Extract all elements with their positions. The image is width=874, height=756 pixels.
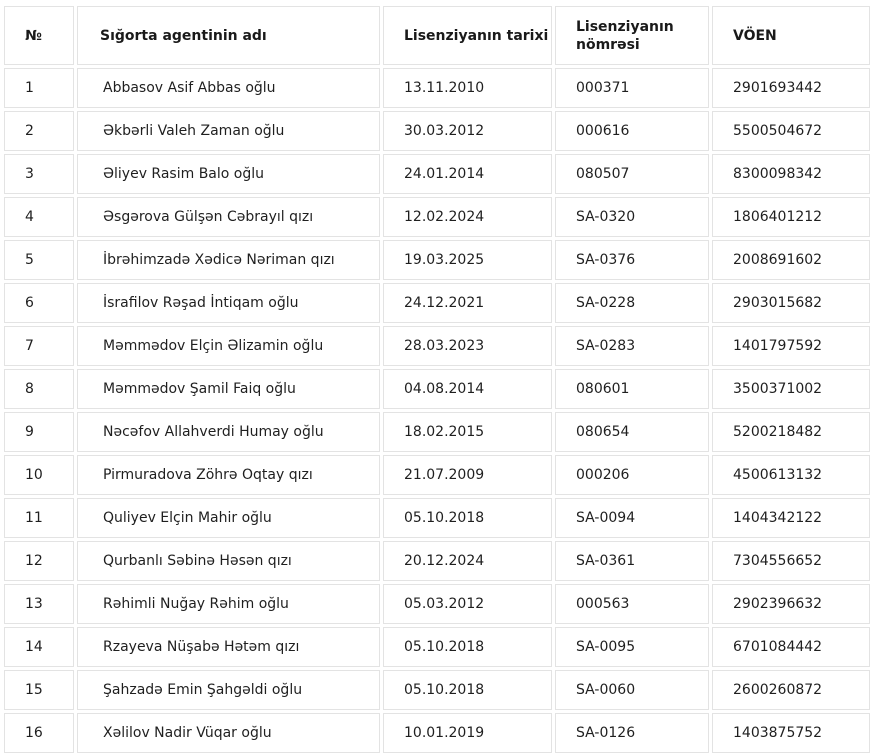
cell-number: 11 [4,498,74,538]
table-row [4,283,870,323]
cell-license-number: SA-0376 [555,240,709,280]
cell-number: 8 [4,369,74,409]
cell-number: 5 [4,240,74,280]
header-voen: VÖEN [712,6,870,65]
table-header [4,6,870,65]
cell-voen: 1401797592 [712,326,870,366]
table-row [4,670,870,710]
cell-license-number: SA-0126 [555,713,709,753]
table-row [4,713,870,753]
cell-license-date: 30.03.2012 [383,111,552,151]
cell-license-number: SA-0320 [555,197,709,237]
table-row [4,68,870,108]
cell-agent-name: Məmmədov Şamil Faiq oğlu [77,369,380,409]
cell-agent-name: Quliyev Elçin Mahir oğlu [77,498,380,538]
cell-license-number: SA-0283 [555,326,709,366]
cell-agent-name: Pirmuradova Zöhrə Oqtay qızı [77,455,380,495]
cell-voen: 2903015682 [712,283,870,323]
cell-number: 10 [4,455,74,495]
cell-number: 7 [4,326,74,366]
header-agent-name: Sığorta agentinin adı [77,6,380,65]
table-row [4,627,870,667]
table-body [4,68,870,753]
cell-license-date: 13.11.2010 [383,68,552,108]
cell-agent-name: Qurbanlı Səbinə Həsən qızı [77,541,380,581]
cell-license-number: 000563 [555,584,709,624]
cell-license-date: 05.10.2018 [383,498,552,538]
cell-license-date: 04.08.2014 [383,369,552,409]
cell-agent-name: Rzayeva Nüşabə Hətəm qızı [77,627,380,667]
cell-agent-name: Abbasov Asif Abbas oğlu [77,68,380,108]
cell-license-date: 20.12.2024 [383,541,552,581]
table-row [4,369,870,409]
cell-license-date: 28.03.2023 [383,326,552,366]
cell-agent-name: Əsgərova Gülşən Cəbrayıl qızı [77,197,380,237]
cell-license-date: 12.02.2024 [383,197,552,237]
cell-number: 14 [4,627,74,667]
cell-license-number: 080507 [555,154,709,194]
cell-license-number: SA-0228 [555,283,709,323]
cell-number: 12 [4,541,74,581]
cell-license-date: 24.12.2021 [383,283,552,323]
cell-voen: 3500371002 [712,369,870,409]
cell-agent-name: Şahzadə Emin Şahgəldi oğlu [77,670,380,710]
table-row [4,412,870,452]
cell-number: 15 [4,670,74,710]
cell-license-date: 19.03.2025 [383,240,552,280]
cell-license-number: SA-0095 [555,627,709,667]
cell-number: 3 [4,154,74,194]
cell-license-date: 10.01.2019 [383,713,552,753]
cell-voen: 2008691602 [712,240,870,280]
cell-agent-name: İbrəhimzadə Xədicə Nəriman qızı [77,240,380,280]
cell-license-number: 080654 [555,412,709,452]
cell-license-number: SA-0094 [555,498,709,538]
cell-number: 16 [4,713,74,753]
cell-voen: 2901693442 [712,68,870,108]
header-license-date: Lisenziyanın tarixi [383,6,552,65]
cell-number: 1 [4,68,74,108]
cell-voen: 2902396632 [712,584,870,624]
cell-voen: 5500504672 [712,111,870,151]
cell-voen: 1404342122 [712,498,870,538]
cell-number: 9 [4,412,74,452]
header-number: № [4,6,74,65]
cell-voen: 8300098342 [712,154,870,194]
table-row [4,541,870,581]
table-row [4,197,870,237]
cell-agent-name: Əkbərli Valeh Zaman oğlu [77,111,380,151]
cell-number: 13 [4,584,74,624]
cell-license-number: 080601 [555,369,709,409]
cell-license-number: SA-0060 [555,670,709,710]
cell-license-number: 000616 [555,111,709,151]
cell-voen: 4500613132 [712,455,870,495]
header-license-number: Lisenziyanın nömrəsi [555,6,709,65]
table-row [4,326,870,366]
table-row [4,455,870,495]
cell-license-number: 000206 [555,455,709,495]
cell-agent-name: Nəcəfov Allahverdi Humay oğlu [77,412,380,452]
cell-license-date: 05.10.2018 [383,627,552,667]
table-row [4,584,870,624]
cell-license-number: 000371 [555,68,709,108]
cell-agent-name: Əliyev Rasim Balo oğlu [77,154,380,194]
table-row [4,154,870,194]
cell-voen: 1806401212 [712,197,870,237]
cell-license-date: 21.07.2009 [383,455,552,495]
cell-agent-name: Məmmədov Elçin Əlizamin oğlu [77,326,380,366]
cell-number: 4 [4,197,74,237]
header-row [4,6,870,65]
table-row [4,240,870,280]
cell-license-number: SA-0361 [555,541,709,581]
cell-voen: 7304556652 [712,541,870,581]
cell-number: 6 [4,283,74,323]
cell-license-date: 05.03.2012 [383,584,552,624]
table-row [4,111,870,151]
table-row [4,498,870,538]
cell-agent-name: Rəhimli Nuğay Rəhim oğlu [77,584,380,624]
cell-voen: 5200218482 [712,412,870,452]
cell-license-date: 24.01.2014 [383,154,552,194]
cell-agent-name: İsrafilov Rəşad İntiqam oğlu [77,283,380,323]
insurance-agents-table [1,3,873,756]
cell-license-date: 18.02.2015 [383,412,552,452]
cell-agent-name: Xəlilov Nadir Vüqar oğlu [77,713,380,753]
cell-voen: 6701084442 [712,627,870,667]
cell-voen: 1403875752 [712,713,870,753]
cell-voen: 2600260872 [712,670,870,710]
cell-license-date: 05.10.2018 [383,670,552,710]
cell-number: 2 [4,111,74,151]
